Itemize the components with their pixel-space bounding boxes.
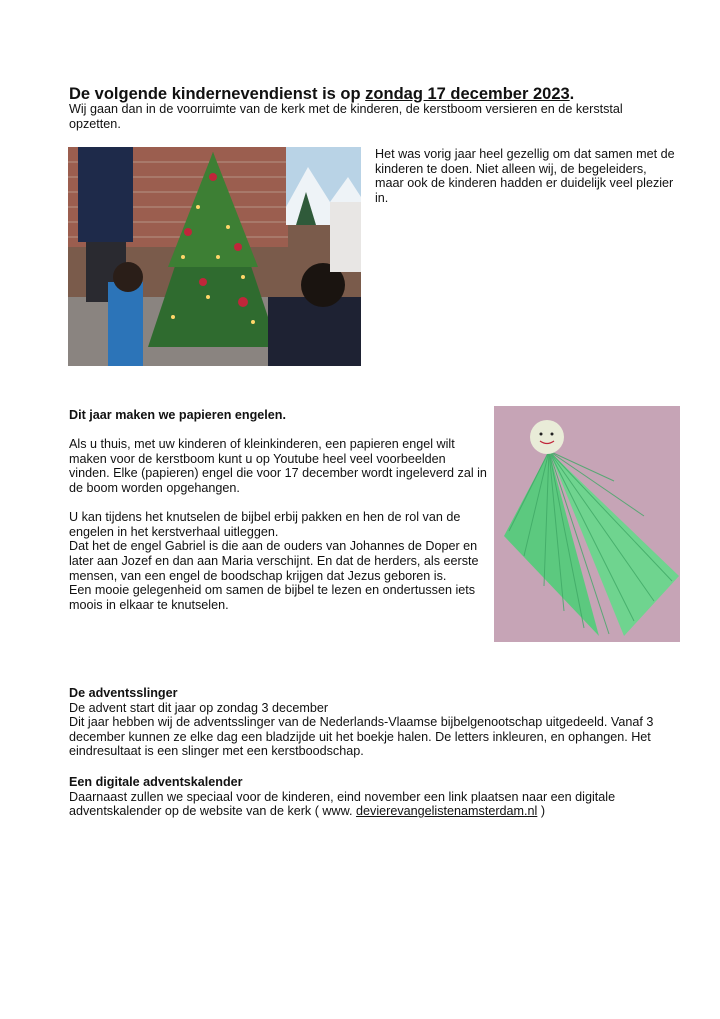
kalender-text-end: ) <box>537 804 546 819</box>
advent-title: De adventsslinger <box>69 686 178 700</box>
kalender-title: Een digitale adventskalender <box>69 775 243 789</box>
advent-line-2: Dit jaar hebben wij de adventsslinger van de Nederlands-Vlaamse bijbelgenootschap uitgedeeld. Vanaf 3 december kunnen ze elke dag een bladzijde uit het boekje halen. De letters inkleuren, en ophangen. Het eindresultaat is een slinger met een kerstboodschap. <box>69 715 654 759</box>
kalender-text <box>69 790 689 819</box>
heading-date: zondag 17 december 2023 <box>365 85 570 103</box>
advent-line-1: De advent start dit jaar op zondag 3 december <box>69 700 329 715</box>
christmas-tree-photo <box>68 147 361 366</box>
angels-paragraph-1: Als u thuis, met uw kinderen of kleinkinderen, een papieren engel wilt maken voor de kerstboom kunt u op Youtube heel veel voorbeelden vinden. Elke (papieren) engel die voor 17 december wordt ingeleverd zal in de boom worden opgehangen. <box>69 437 487 495</box>
advent-section <box>69 686 669 759</box>
page-heading <box>69 84 689 104</box>
angels-paragraph-2: U kan tijdens het knutselen de bijbel erbij pakken en hen de rol van de engelen in het kerstverhaal uitleggen. <box>69 510 461 539</box>
intro-text: Wij gaan dan in de voorruimte van de kerk met de kinderen, de kerstboom versieren en de kerststal opzetten. <box>69 102 623 131</box>
paper-angel-photo <box>494 406 680 642</box>
heading-suffix: . <box>569 85 575 103</box>
church-website-link[interactable]: devierevangelistenamsterdam.nl <box>356 804 538 819</box>
kalender-section <box>69 775 689 819</box>
heading-prefix: De volgende kindernevendienst is op <box>69 85 366 103</box>
angels-title: Dit jaar maken we papieren engelen. <box>69 408 286 422</box>
angels-section <box>69 408 489 612</box>
kalender-text-body: Daarnaast zullen we speciaal voor de kinderen, eind november een link plaatsen naar een digitale adventskalender op de website van de kerk ( www. <box>69 789 616 819</box>
angels-paragraph-4: Een mooie gelegenheid om samen de bijbel te lezen en ondertussen iets moois in elkaar te knutselen. <box>69 583 476 612</box>
angels-paragraph-3: Dat het de engel Gabriel is die aan de ouders van Johannes de Doper en later aan Jozef en dan aan Maria verschijnt. En dat de herders, als eerste mensen, van een engel de boodschap krijgen dat Jezus geboren is. <box>69 539 479 583</box>
side-text: Het was vorig jaar heel gezellig om dat samen met de kinderen te doen. Niet alleen wij, de begeleiders, maar ook de kinderen hadden er duidelijk veel plezier in. <box>375 147 675 205</box>
